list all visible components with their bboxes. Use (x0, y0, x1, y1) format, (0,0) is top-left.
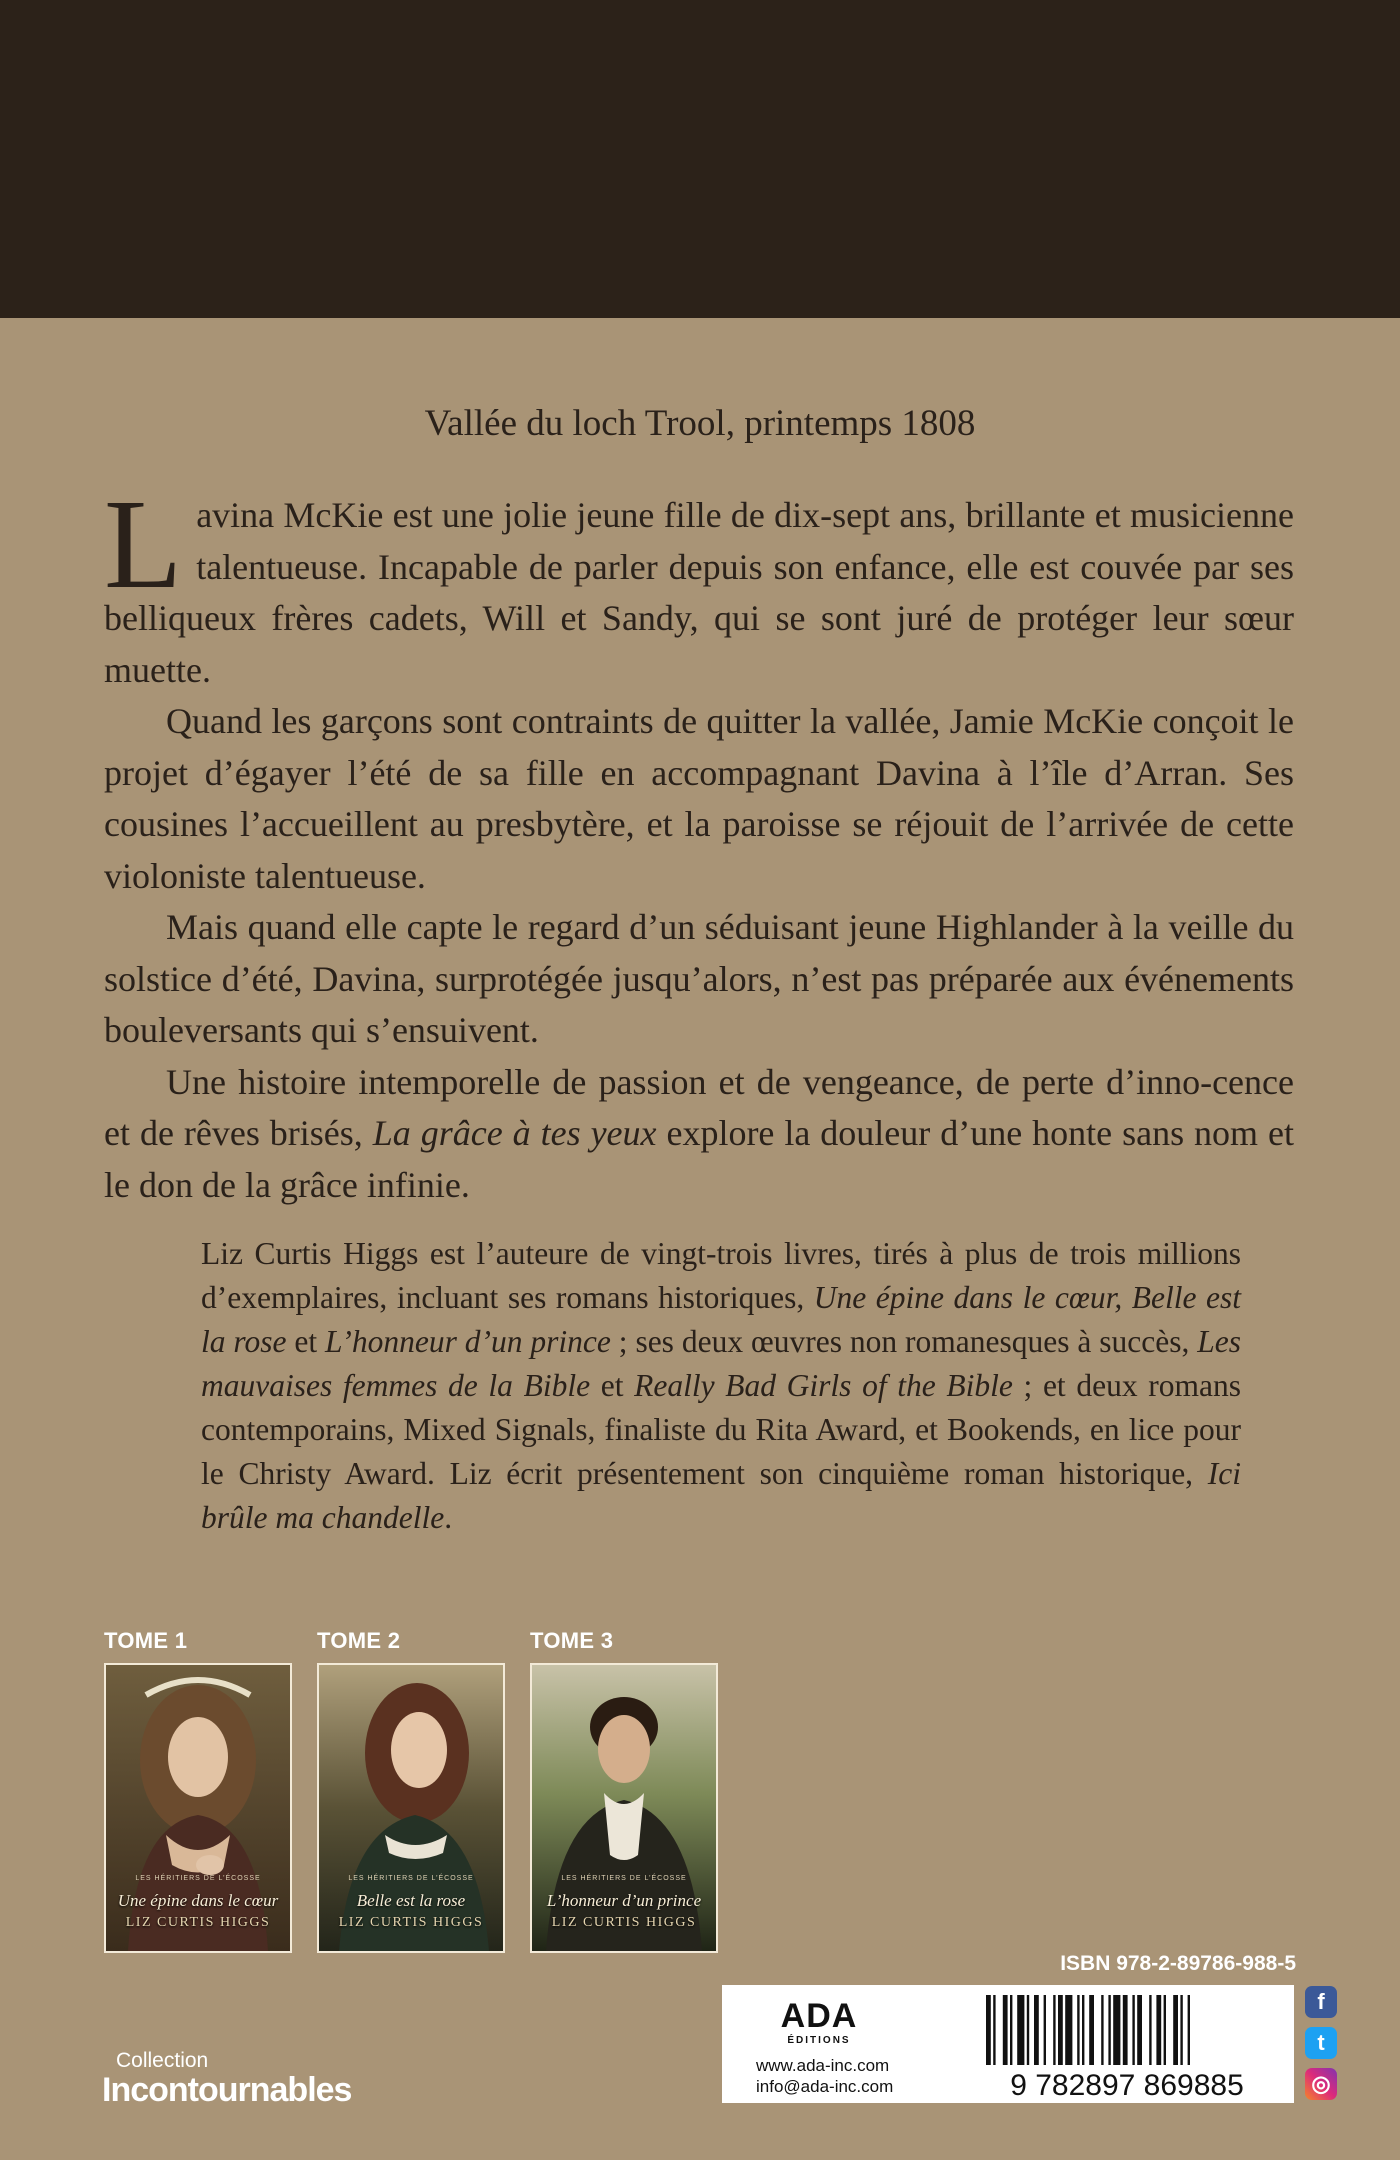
barcode-bar (1137, 1995, 1142, 2065)
barcode-bar (1053, 1995, 1055, 2065)
publisher-logo-mark: ADA (780, 1997, 858, 2035)
tome-1-label: TOME 1 (104, 1628, 188, 1653)
bio-text: et (590, 1368, 635, 1403)
cover-author: LIZ CURTIS HIGGS (125, 1915, 271, 1930)
barcode-bar (1077, 1995, 1079, 2065)
barcode-bar (1058, 1995, 1063, 2065)
collection-name: Incontournables (102, 2071, 352, 2109)
tome-1-cover[interactable] (104, 1663, 292, 1953)
synopsis-paragraph-2: Quand les garçons sont contraints de quitter la vallée, Jamie McKie conçoit le projet d’égayer l’été de sa fille en accompagnant Davina à l’île d’Arran. Ses cousines l’accueillent au presbytère, et la paroisse se réjouit de l’arrivée de cette violoniste talentueuse. (104, 701, 1294, 896)
bio-italic: Une épine dans le cœur, Belle est la rose (201, 1280, 1241, 1359)
cover-series: LES HÉRITIERS DE L’ÉCOSSE (348, 1875, 474, 1882)
tome-3-cover[interactable] (530, 1663, 718, 1953)
cover-title: L’honneur d’un prince (546, 1891, 702, 1910)
bio-text: et (286, 1324, 326, 1359)
barcode-bar (1044, 1995, 1046, 2065)
synopsis-paragraph-3: Mais quand elle capte le regard d’un séduisant jeune Highlander à la veille du solstice d’été, Davina, surprotégée jusqu’alors, n’est pas préparée aux événements bouleversants qui s’ensuivent. (104, 907, 1294, 1050)
barcode-bar (1108, 1995, 1110, 2065)
barcode-bar (1065, 1995, 1072, 2065)
barcode-bar (1010, 1995, 1012, 2065)
collection-logo (102, 2050, 351, 2108)
paragraph-4-text-a: Une histoire intemporelle de passion et de vengeance, de perte d’inno-cence et de rêves brisés, (104, 1061, 1294, 1153)
barcode-bar (1188, 1995, 1190, 2065)
author-bio (201, 1232, 1241, 1540)
publisher-contact (756, 2055, 893, 2097)
instagram-icon[interactable]: ◎ (1305, 2068, 1337, 2100)
barcode-bar (1027, 1995, 1029, 2065)
top-dark-band (0, 0, 1400, 318)
cover-series: LES HÉRITIERS DE L’ÉCOSSE (561, 1875, 687, 1882)
cover-author: LIZ CURTIS HIGGS (551, 1915, 697, 1930)
bio-text: Liz Curtis Higgs est l’auteure de vingt-trois livres, tirés à plus de trois millions d’exemplaires, incluant ses romans historiques, (201, 1236, 1241, 1315)
publisher-logo (758, 1999, 880, 2046)
publisher-logo-sub: ÉDITIONS (787, 2035, 851, 2046)
tome-2-cover[interactable] (317, 1663, 505, 1953)
tome-2-label: TOME 2 (317, 1628, 401, 1653)
barcode-bar (1180, 1995, 1182, 2065)
barcode-bar (1089, 1995, 1094, 2065)
cover-title: Belle est la rose (356, 1891, 466, 1910)
facebook-icon[interactable]: f (1305, 1986, 1337, 2018)
paragraph-1-text: avina McKie est une jolie jeune fille de dix-sept ans, brillante et musicienne talentueuse. Incapable de parler depuis son enfance, elle est couvée par ses belliqueux frères cadets, Will et Sandy, qui se sont juré de protéger leur sœur muette. (104, 495, 1294, 690)
barcode (968, 1991, 1286, 2099)
bio-italic: L’honneur d’un prince (325, 1324, 611, 1359)
barcode-bar (986, 1995, 991, 2065)
synopsis-paragraph-1 (104, 473, 1294, 696)
bio-text: ; et deux romans contemporains, Mixed Signals, finaliste du Rita Award, et Bookends, en lice pour le Christy Award. Liz écrit présentement son cinquième roman historique, (201, 1368, 1241, 1491)
barcode-bar (993, 1995, 995, 2065)
bio-text: . (444, 1500, 453, 1535)
epigraph: Vallée du loch Trool, printemps 1808 (424, 403, 976, 444)
isbn-label: ISBN 978-2-89786-988-5 (1060, 1952, 1296, 1975)
cover-title: Une épine dans le cœur (117, 1891, 279, 1910)
barcode-bar (1173, 1995, 1178, 2065)
paragraph-4-text-b: explore la douleur d’une honte sans nom et le don de la grâce infinie. (104, 1113, 1294, 1205)
book-title-italic: La grâce à tes yeux (372, 1113, 657, 1153)
bio-italic: Really Bad Girls of the Bible (634, 1368, 1013, 1403)
barcode-bar (1149, 1995, 1151, 2065)
twitter-icon[interactable]: t (1305, 2027, 1337, 2059)
barcode-bar (1132, 1995, 1134, 2065)
barcode-bar (1034, 1995, 1039, 2065)
cover-author: LIZ CURTIS HIGGS (338, 1915, 484, 1930)
publisher-email[interactable]: info@ada-inc.com (756, 2077, 894, 2096)
barcode-number: 9 782897 869885 (1010, 2069, 1244, 2099)
cover-series: LES HÉRITIERS DE L’ÉCOSSE (135, 1875, 261, 1882)
barcode-bar (1164, 1995, 1166, 2065)
barcode-bar (1113, 1995, 1120, 2065)
collection-label: Collection (116, 2049, 209, 2072)
bio-italic: Ici brûle ma chandelle (201, 1456, 1241, 1535)
barcode-bar (1017, 1995, 1024, 2065)
barcode-bar (1101, 1995, 1103, 2065)
synopsis-paragraph-4 (104, 1057, 1294, 1212)
publisher-barcode-box (722, 1985, 1294, 2103)
drop-cap: L (104, 473, 183, 615)
synopsis (104, 473, 1294, 1211)
bio-text: ; ses deux œuvres non romanesques à succès, (610, 1324, 1198, 1359)
barcode-bar (1156, 1995, 1161, 2065)
barcode-bar (1003, 1995, 1008, 2065)
bio-italic: Les mauvaises femmes de la Bible (201, 1324, 1242, 1403)
tome-3-label: TOME 3 (530, 1628, 614, 1653)
publisher-website[interactable]: www.ada-inc.com (756, 2056, 890, 2075)
barcode-bar (1123, 1995, 1128, 2065)
barcode-bar (1082, 1995, 1084, 2065)
